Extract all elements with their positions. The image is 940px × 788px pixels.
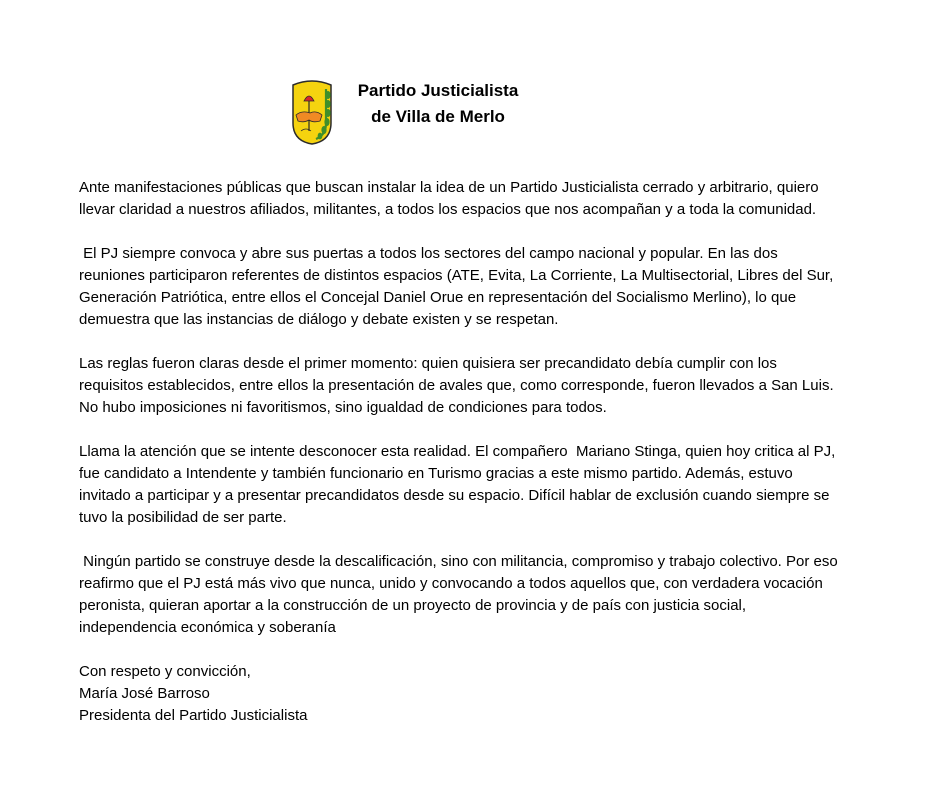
paragraph-1: Ante manifestaciones públicas que buscan instalar la idea de un Partido Justicialista cerrado y arbitrario, quiero llevar claridad a nuestros afiliados, militantes, a todos los espacios que nos acompañan y a toda la comunidad. xyxy=(79,179,823,218)
paragraph-5: Ningún partido se construye desde la descalificación, sino con militancia, compromiso y trabajo colectivo. Por eso reafirmo que el PJ está más vivo que nunca, unido y convocando a todos aquellos que, con verdadera vocación peronista, quieran aportar a la construcción de un proyecto de provincia y de país con justicia social, independencia económica y soberanía xyxy=(79,553,842,636)
paragraph-4: Llama la atención que se intente desconocer esta realidad. El compañero Mariano Stinga, quien hoy critica al PJ, fue candidato a Intendente y también funcionario en Turismo gracias a este mismo partido. Además, estuvo invitado a participar y a presentar precandidatos desde su espacio. Difícil hablar de exclusión cuando siempre se tuvo la posibilidad de ser parte. xyxy=(79,443,840,526)
letter-body xyxy=(79,177,842,727)
pj-shield-emblem-icon xyxy=(289,79,335,145)
party-title-line-1: Partido Justicialista xyxy=(357,81,519,100)
party-title xyxy=(343,78,533,130)
party-title-line-2: de Villa de Merlo xyxy=(371,107,505,126)
paragraph-3: Las reglas fueron claras desde el primer momento: quien quisiera ser precandidato debía cumplir con los requisitos establecidos, entre ellos la presentación de avales que, como corresponde, fueron llevados a San Luis. No hubo imposiciones ni favoritismos, sino igualdad de condiciones para todos. xyxy=(79,355,838,416)
signature-role: Presidenta del Partido Justicialista xyxy=(79,707,308,724)
signature-closing: Con respeto y convicción, xyxy=(79,663,251,680)
letterhead xyxy=(289,78,549,148)
signature-name: María José Barroso xyxy=(79,685,210,702)
paragraph-2: El PJ siempre convoca y abre sus puertas a todos los sectores del campo nacional y popular. En las dos reuniones participaron referentes de distintos espacios (ATE, Evita, La Corriente, La Multisectorial, Libres del Sur, Generación Patriótica, entre ellos el Concejal Daniel Orue en representación del Socialismo Merlino), lo que demuestra que las instancias de diálogo y debate existen y se respetan. xyxy=(79,245,838,328)
